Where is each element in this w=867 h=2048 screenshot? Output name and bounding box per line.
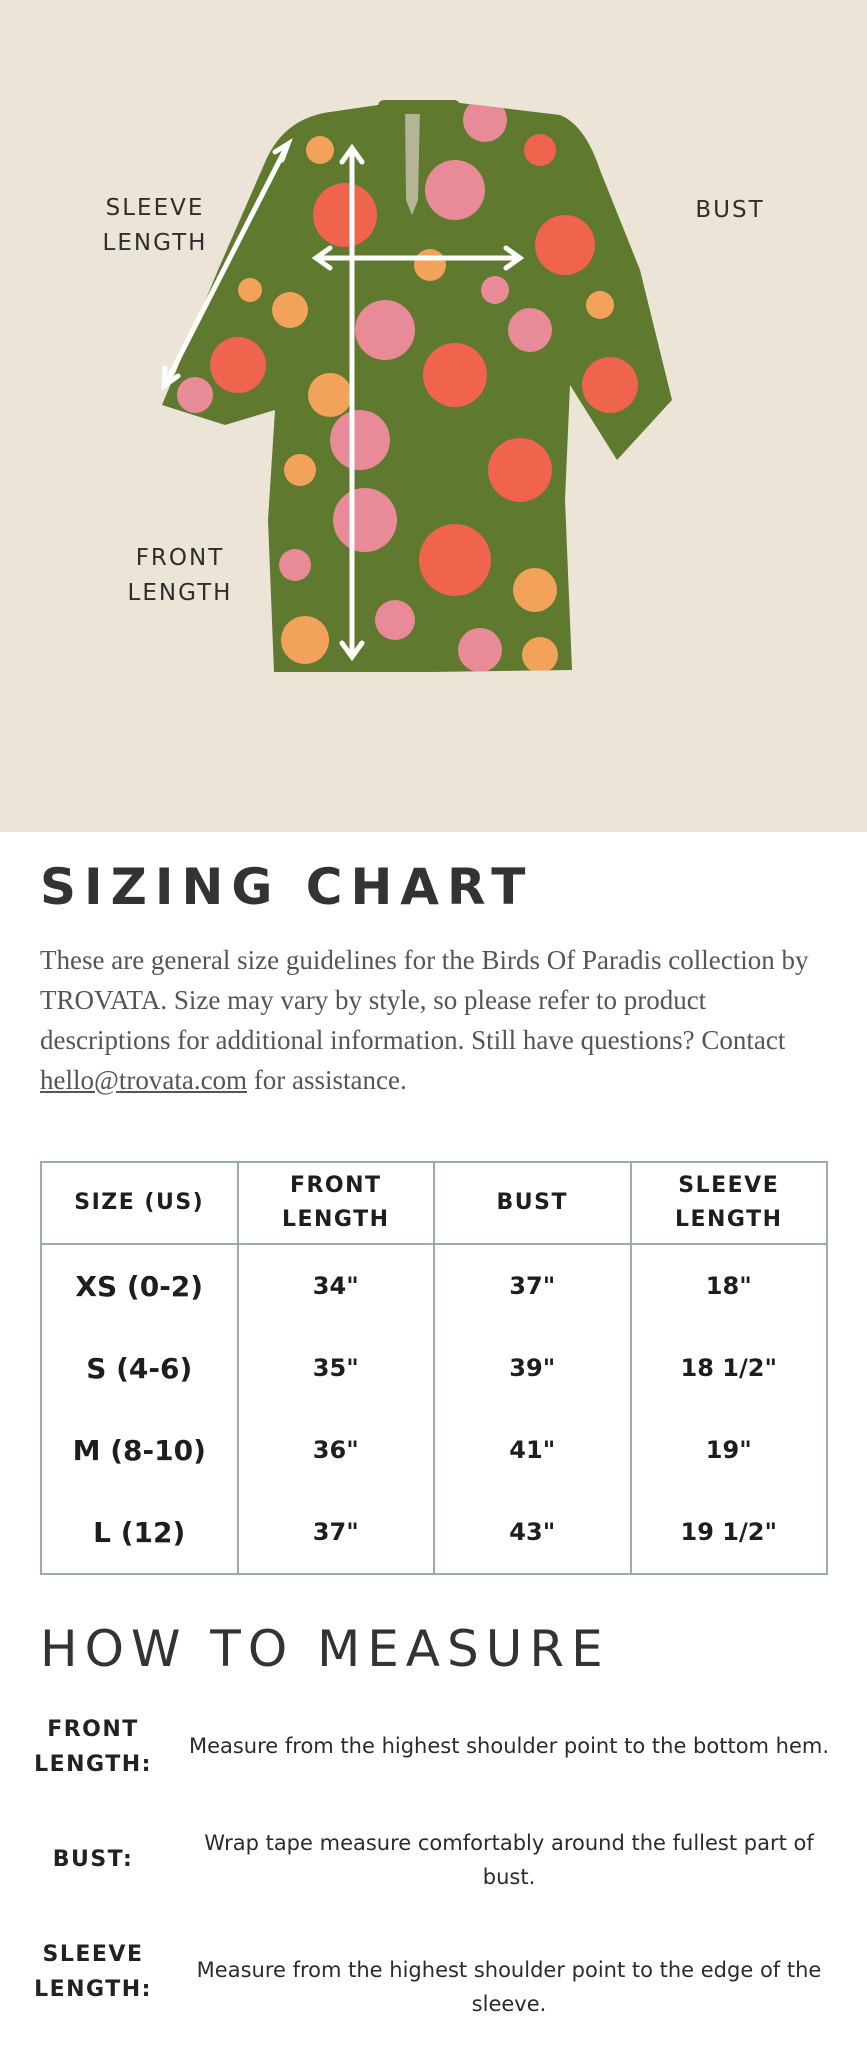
size-cell: M (8-10) xyxy=(41,1409,238,1491)
diagram-panel xyxy=(0,0,867,832)
measure-description: Measure from the highest shoulder point to the edge of the sleeve. xyxy=(196,1958,822,2016)
table-row xyxy=(41,1244,827,1327)
header-bust: BUST xyxy=(434,1162,631,1244)
measure-label: BUST: xyxy=(52,1847,134,1872)
sleeve-length-cell: 19 1/2" xyxy=(631,1491,828,1574)
contact-email-link[interactable]: hello@trovata.com xyxy=(40,1065,248,1095)
front-length-cell: 37" xyxy=(238,1491,435,1574)
front-length-cell: 34" xyxy=(238,1244,435,1327)
sleeve-length-cell: 18 1/2" xyxy=(631,1327,828,1409)
bust-label: BUST xyxy=(695,197,765,223)
front-length-label: FRONT LENGTH xyxy=(127,545,233,606)
table-row xyxy=(41,1327,827,1409)
table-row xyxy=(41,1491,827,1574)
bust-cell: 37" xyxy=(434,1244,631,1327)
measure-description: Measure from the highest shoulder point to the bottom hem. xyxy=(188,1734,830,1758)
sleeve-length-cell: 18" xyxy=(631,1244,828,1327)
header-front-length: FRONT LENGTH xyxy=(238,1162,435,1244)
sleeve-length-cell: 19" xyxy=(631,1409,828,1491)
intro-text-end: for assistance. xyxy=(247,1065,407,1095)
size-cell: XS (0-2) xyxy=(41,1244,238,1327)
size-table xyxy=(40,1161,828,1575)
measure-label: FRONT LENGTH: xyxy=(34,1717,152,1777)
bust-cell: 43" xyxy=(434,1491,631,1574)
placket xyxy=(405,106,420,215)
front-length-cell: 36" xyxy=(238,1409,435,1491)
collar xyxy=(378,100,460,114)
sizing-chart-title: SIZING CHART xyxy=(40,858,534,916)
intro-paragraph xyxy=(40,940,840,1100)
bust-cell: 39" xyxy=(434,1327,631,1409)
sleeve-length-label: SLEEVE LENGTH xyxy=(102,195,208,256)
table-row xyxy=(41,1409,827,1491)
header-sleeve-length: SLEEVE LENGTH xyxy=(631,1162,828,1244)
header-size: SIZE (US) xyxy=(41,1162,238,1244)
size-cell: S (4-6) xyxy=(41,1327,238,1409)
intro-text: These are general size guidelines for the Birds Of Paradis collection by TROVATA. Size may vary by style, so please refer to product descriptions for additional information. Still have questions? Contact xyxy=(40,945,809,1055)
measure-description: Wrap tape measure comfortably around the fullest part of bust. xyxy=(204,1831,814,1889)
size-cell: L (12) xyxy=(41,1491,238,1574)
dress-illustration xyxy=(0,0,867,832)
measure-label: SLEEVE LENGTH: xyxy=(34,1942,152,2002)
front-length-cell: 35" xyxy=(238,1327,435,1409)
how-to-measure-title: HOW TO MEASURE xyxy=(40,1620,610,1678)
table-header-row xyxy=(41,1162,827,1244)
bust-cell: 41" xyxy=(434,1409,631,1491)
